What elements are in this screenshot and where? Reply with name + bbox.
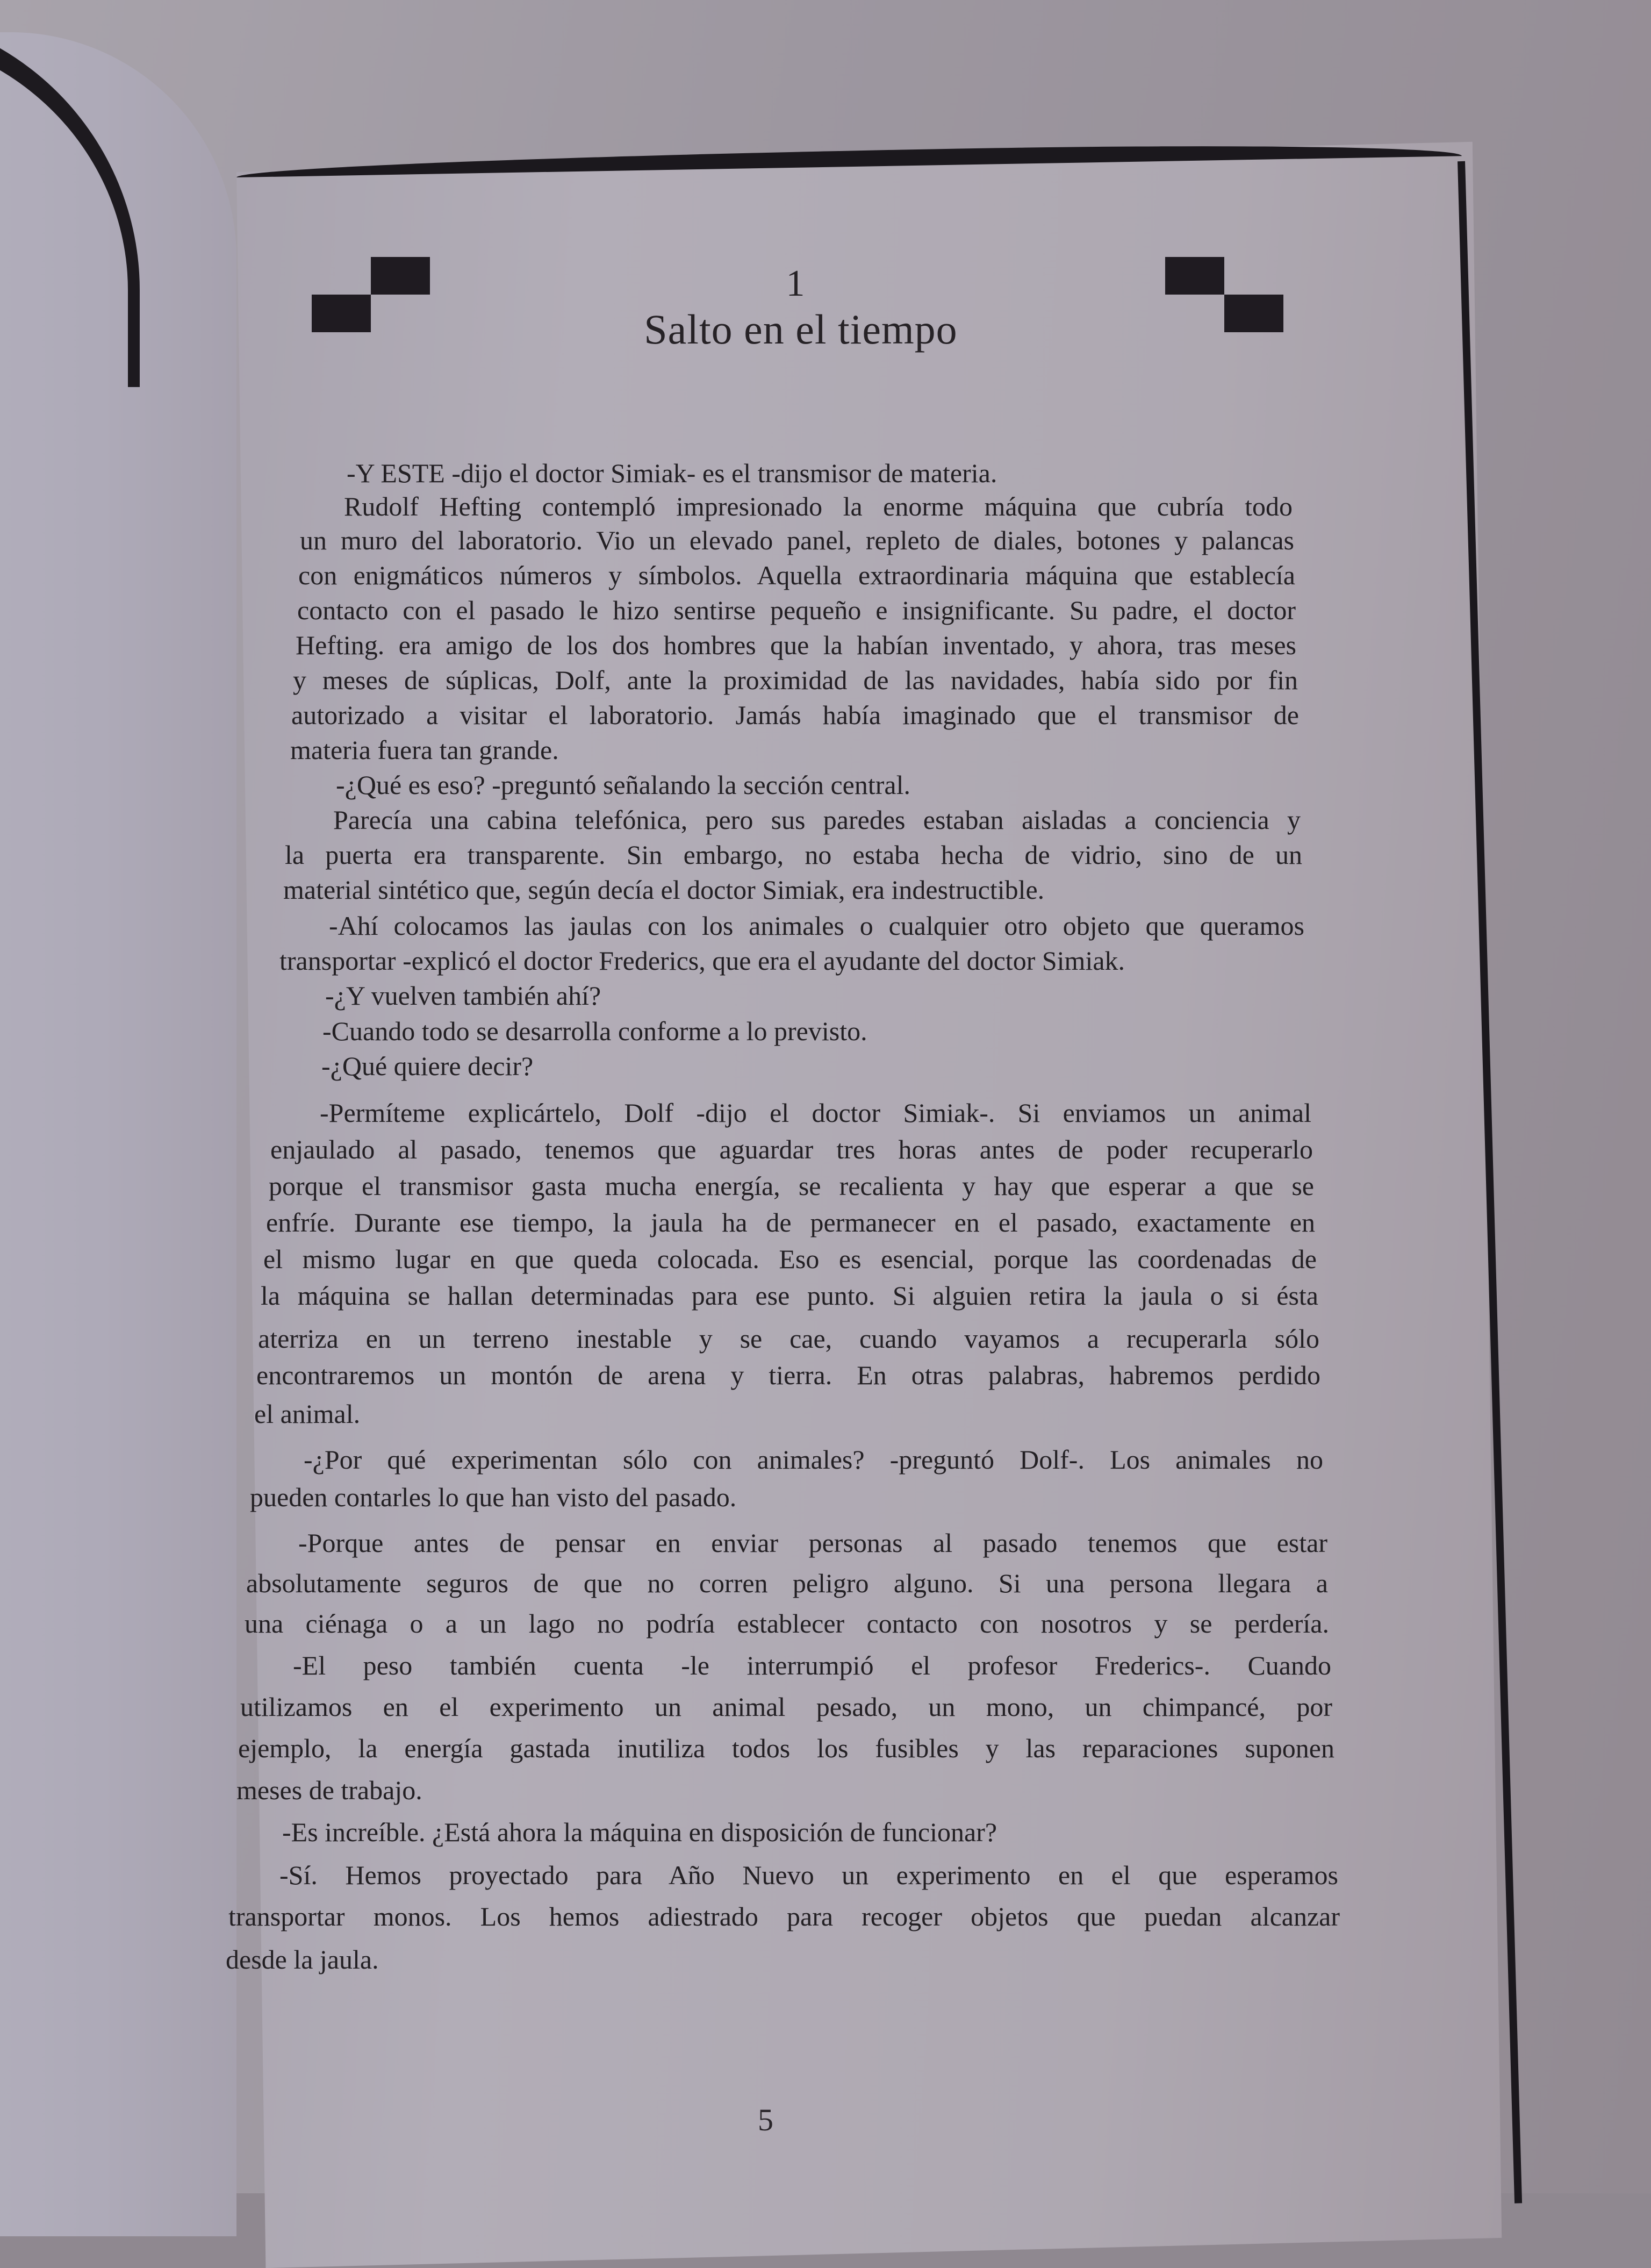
text-line: meses de trabajo.	[236, 1775, 422, 1805]
text-line: -Y ESTE -dijo el doctor Simiak- es el transmisor de materia.	[347, 458, 997, 488]
text-line: transportar -explicó el doctor Frederics, que era el ayudante del doctor Simiak.	[279, 946, 1125, 976]
text-line: pueden contarles lo que han visto del pasado.	[250, 1482, 737, 1512]
text-line: y meses de súplicas, Dolf, ante la proximidad de las navidades, había sido por fin	[293, 665, 1298, 695]
text-line: materia fuera tan grande.	[290, 735, 559, 765]
text-line: utilizamos en el experimento un animal pesado, un mono, un chimpancé, por	[240, 1692, 1332, 1722]
text-line: la máquina se hallan determinadas para ese punto. Si alguien retira la jaula o si ésta	[261, 1280, 1318, 1311]
text-line: enfríe. Durante ese tiempo, la jaula ha de permanecer en el pasado, exactamente en	[266, 1207, 1315, 1237]
text-line: -¿Qué es eso? -preguntó señalando la sección central.	[336, 770, 910, 800]
stepped-block-ornament-right-icon	[1165, 257, 1283, 332]
ornament-block	[1224, 295, 1283, 332]
text-line: -¿Qué quiere decir?	[321, 1051, 534, 1081]
text-line: el animal.	[254, 1399, 361, 1429]
text-line: -Cuando todo se desarrolla conforme a lo previsto.	[322, 1016, 867, 1046]
text-line: encontraremos un montón de arena y tierra. En otras palabras, habremos perdido	[256, 1360, 1320, 1390]
text-line: desde la jaula.	[226, 1944, 379, 1974]
ornament-block	[312, 295, 371, 332]
text-line: Rudolf Hefting contempló impresionado la enorme máquina que cubría todo	[344, 491, 1293, 521]
text-line: -¿Por qué experimentan sólo con animales? -preguntó Dolf-. Los animales no	[304, 1444, 1323, 1475]
text-line: ejemplo, la energía gastada inutiliza todos los fusibles y las reparaciones suponen	[238, 1733, 1334, 1763]
chapter-number: 1	[786, 263, 805, 304]
text-line: Hefting. era amigo de los dos hombres que la habían inventado, y ahora, tras meses	[296, 630, 1296, 660]
text-line: -Es increíble. ¿Está ahora la máquina en disposición de funcionar?	[282, 1817, 997, 1847]
chapter-title: Salto en el tiempo	[644, 306, 958, 353]
text-line: -Ahí colocamos las jaulas con los animales o cualquier otro objeto que queramos	[329, 911, 1304, 941]
text-line: aterriza en un terreno inestable y se cae, cuando vayamos a recuperarla sólo	[258, 1323, 1319, 1354]
text-line: autorizado a visitar el laboratorio. Jamás había imaginado que el transmisor de	[291, 700, 1299, 730]
text-line: la puerta era transparente. Sin embargo, no estaba hecha de vidrio, sino de un	[285, 840, 1302, 870]
text-line: -Porque antes de pensar en enviar personas al pasado tenemos que estar	[298, 1528, 1327, 1558]
text-line: transportar monos. Los hemos adiestrado para recoger objetos que puedan alcanzar	[228, 1901, 1340, 1931]
ornament-block	[1165, 257, 1224, 295]
text-line: Parecía una cabina telefónica, pero sus paredes estaban aisladas a conciencia y	[333, 805, 1301, 835]
text-line: -El peso también cuenta -le interrumpió el profesor Frederics-. Cuando	[293, 1650, 1331, 1680]
text-line: material sintético que, según decía el doctor Simiak, era indestructible.	[283, 875, 1045, 905]
text-line: -¿Y vuelven también ahí?	[325, 981, 601, 1011]
text-line: contacto con el pasado le hizo sentirse pequeño e insignificante. Su padre, el doctor	[297, 595, 1296, 625]
text-line: un muro del laboratorio. Vio un elevado panel, repleto de diales, botones y palancas	[300, 525, 1294, 555]
text-line: -Sí. Hemos proyectado para Año Nuevo un experimento en el que esperamos	[279, 1860, 1338, 1890]
page-number: 5	[758, 2102, 773, 2137]
text-line: -Permíteme explicártelo, Dolf -dijo el doctor Simiak-. Si enviamos un animal	[320, 1098, 1311, 1128]
text-line: con enigmáticos números y símbolos. Aquella extraordinaria máquina que establecía	[298, 560, 1295, 590]
text-line: porque el transmisor gasta mucha energía, se recalienta y hay que esperar a que se	[269, 1171, 1314, 1201]
text-line: enjaulado al pasado, tenemos que aguardar tres horas antes de poder recuperarlo	[270, 1134, 1313, 1164]
text-line: absolutamente seguros de que no corren peligro alguno. Si una persona llegara a	[246, 1568, 1328, 1598]
text-line: el mismo lugar en que queda colocada. Eso es esencial, porque las coordenadas de	[263, 1244, 1317, 1274]
ornament-block	[371, 257, 430, 295]
text-line: una ciénaga o a un lago no podría establecer contacto con nosotros y se perdería.	[245, 1608, 1329, 1639]
stepped-block-ornament-left-icon	[312, 257, 430, 332]
